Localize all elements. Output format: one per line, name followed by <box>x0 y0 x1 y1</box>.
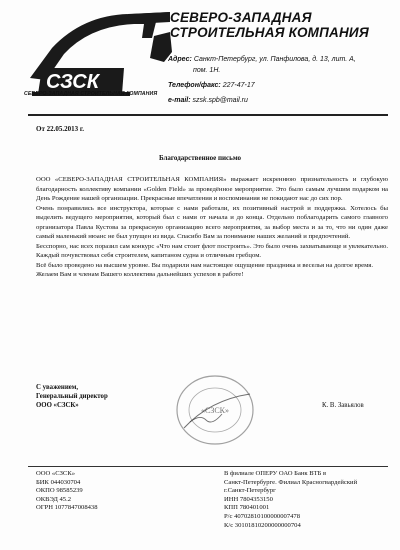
requisite-line: Санкт-Петербурге. Филиал Красногвардейский <box>224 478 358 486</box>
address-line2: пом. 1Н. <box>193 67 221 74</box>
requisite-line: ОГРН 1077847008438 <box>36 504 98 512</box>
paragraph: Всё было проведено на высшем уровне. Вы подарили нам настоящее ощущение праздника и веселья на долгое время. <box>36 261 374 269</box>
closing-regards: С уважением, <box>36 384 79 391</box>
phone-value: 227-47-17 <box>222 82 255 89</box>
email-label: e-mail: <box>168 97 191 104</box>
logo-wordmark: СЗСК <box>46 71 100 93</box>
company-name <box>170 10 395 40</box>
footer-divider <box>28 466 388 467</box>
closing-company: ООО «СЗСК» <box>36 402 79 410</box>
paragraph: Желаем Вам и членам Вашего коллектива дальнейших успехов в работе! <box>36 271 244 278</box>
requisites-left <box>36 470 98 513</box>
paragraph: Бесспорно, нас всех поразил сам конкурс «Что нам стоит флот построить». Это было очень захватывающе и увлекательно. Каждый почувствовал себя строителем, капитаном судна и отличным гребцом. <box>36 242 388 259</box>
email-row <box>168 95 396 106</box>
email-value[interactable]: szsk.spb@mail.ru <box>192 97 248 104</box>
requisite-line: КПП 780401001 <box>224 504 270 512</box>
requisites-right <box>224 470 392 530</box>
signer-name: К. В. Завьялов <box>322 402 364 409</box>
company-logo <box>24 8 174 100</box>
requisite-line: В филиале ОПЕРУ ОАО Банк ВТБ в <box>224 470 327 477</box>
closing-block <box>36 383 108 411</box>
contact-block <box>168 54 396 106</box>
requisite-line: ИНН 7804353150 <box>224 495 273 503</box>
phone-row <box>168 80 396 91</box>
letter-date: От 22.05.2013 г. <box>36 125 85 133</box>
paragraph: ООО «СЕВЕРО-ЗАПАДНАЯ СТРОИТЕЛЬНАЯ КОМПАНИЯ» выражает искреннюю признательность и глубокую благодарность коллективу компании «Golden Field» за проведённое мероприятие. Это было самым лучшим подарком на День Рождение нашей организации. Прекрасные впечатления и воспоминания не покидают нас до сих пор. <box>36 176 388 202</box>
company-stamp <box>170 370 260 450</box>
requisite-line: БИК 044030704 <box>36 478 81 486</box>
requisite-line: ОКПО 98585239 <box>36 487 83 495</box>
stamp-text: «СЗСК» <box>200 406 230 415</box>
company-name-line2: СТРОИТЕЛЬНАЯ КОМПАНИЯ <box>170 25 369 40</box>
closing-position: Генеральный директор <box>36 393 108 401</box>
letter-body <box>36 175 388 280</box>
header-divider <box>28 114 388 116</box>
requisite-line: Р/с 40702810100000007478 <box>224 512 301 520</box>
requisite-line: г.Санкт-Петербург <box>224 487 276 495</box>
letter-title: Благодарственное письмо <box>158 154 242 162</box>
address-line1: Санкт-Петербург, ул. Панфилова, д. 13, лит. А, <box>193 56 356 63</box>
paragraph: Очень понравились все инструктора, которые с нами работали, их позитивный настрой и поддержка. Хотелось бы выделить ведущего мероприятия, который был с нами от начала и до конца. Отдельно поблагодарить самого главного организатора Павла Кустова за прекрасную организацию всего мероприятия, за выбор места и за то, что ни один даже самый маленький нюанс не был упущен из вида. Спасибо Вам за понимание наших желаний и предпочтений. <box>36 204 388 240</box>
requisite-line: ООО «СЗСК» <box>36 470 76 477</box>
address-row <box>168 54 396 65</box>
company-name-line1: СЕВЕРО-ЗАПАДНАЯ <box>170 10 312 25</box>
address-label: Адрес: <box>168 56 192 63</box>
phone-label: Телефон/факс: <box>168 82 221 89</box>
requisite-line: К/с 30101810200000000704 <box>224 521 301 529</box>
excavator-logo-icon <box>24 8 174 100</box>
logo-caption: СЕВЕРО-ЗАПАДНАЯ СТРОИТЕЛЬНАЯ КОМПАНИЯ <box>24 91 158 97</box>
requisite-line: ОКВЭД 45.2 <box>36 495 72 503</box>
